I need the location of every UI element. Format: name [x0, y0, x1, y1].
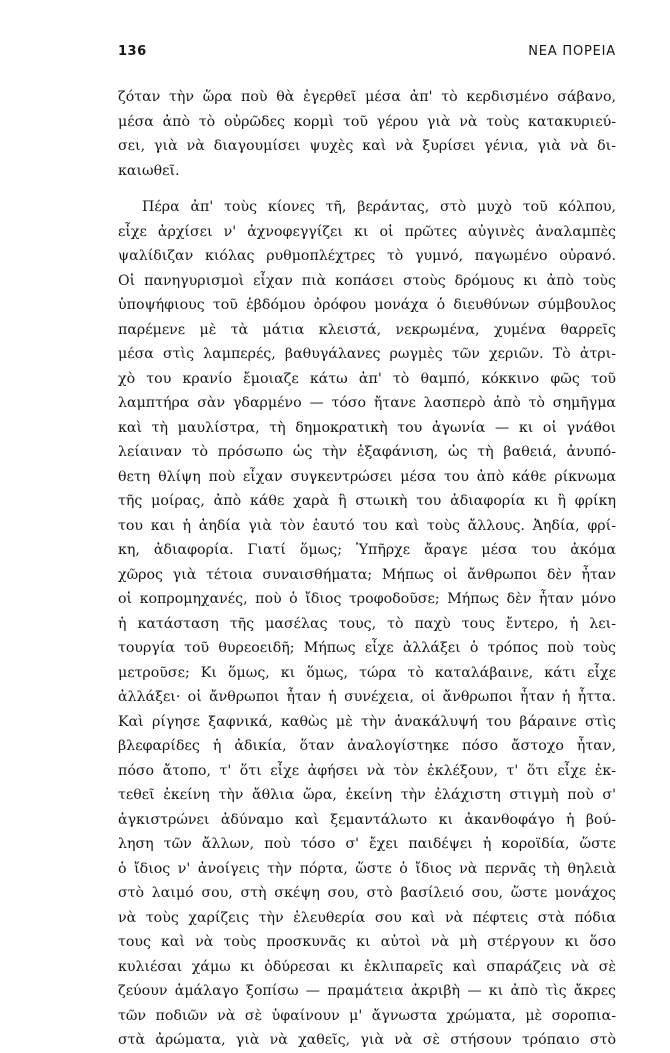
text-line: καιωθεῖ.	[118, 162, 180, 179]
paragraph-gap	[118, 183, 616, 195]
text-line: οἱ κοπρομηχανές, ποὺ ὁ ἴδιος τροφοδοῦσε; Μήπως δὲν ἦταν μόνο	[118, 591, 616, 607]
text-line: στὸ λαιμό σου, στὴ σκέψη σου, στὸ βασίλειό σου, ὥστε μονάχος	[118, 885, 616, 901]
text-line: χὸ του κρανίο ἔμοιαζε κάτω ἀπ' τὸ θαμπό, κόκκινο φῶς τοῦ	[118, 370, 616, 387]
paragraph-2	[118, 195, 616, 1053]
text-line: μέσα ἀπὸ τὸ οὐρῶδες κορμὶ τοῦ γέρου γιὰ νὰ τοὺς κατακυριεύ-	[118, 113, 616, 130]
body-text	[118, 85, 616, 1053]
text-line: τουργία τοῦ θυρεοειδῆ; Μήπως εἶχε ἀλλάξει ὁ τρόπος ποὺ τοὺς	[118, 640, 616, 656]
text-line: μέσα στὶς λαμπερές, βαθυγάλανες ρωγμὲς τῶν χεριῶν. Τὸ ἀτρι-	[118, 346, 616, 362]
text-line: εἶχε ἀρχίσει ν' ἀχνοφεγγίζει κι οἱ πρῶτες αὐγινὲς ἀναλαμπὲς	[118, 223, 616, 240]
text-line: Καὶ ρίγησε ξαφνικά, καθὼς μὲ τὴν ἀνακάλυψή του βάραινε στὶς	[118, 713, 616, 730]
text-line: τῶν ποδιῶν νὰ σὲ ὑφαίνουν μ' ἄγνωστα χρώματα, μὲ σοροπια-	[118, 1007, 616, 1024]
text-line: λαμπτήρα σὰν γδαρμένο — τόσο ἤτανε λασπερὸ ἀπὸ τὸ σημῆγμα	[118, 395, 616, 411]
text-line: του και ἡ ἀηδία γιὰ τὸν ἑαυτό του καὶ τοὺς ἄλλους. Ἀηδία, φρί-	[118, 517, 616, 534]
text-line: ὑποψήφιους τοῦ ἑβδόμου ὀρόφου μονάχα ὁ διευθύνων σύμβουλος	[118, 297, 616, 313]
text-line: τους καὶ νὰ τοὺς προσκυνᾶς κι αὐτοὶ νὰ μὴ στέργουν κι ὅσο	[118, 934, 616, 950]
text-line: θετη θλίψη ποὺ εἶχαν συγκεντρώσει μέσα του ἀπὸ κάθε ρίκνωμα	[118, 468, 616, 485]
text-line: Πέρα ἀπ' τοὺς κίονες τῆ, βεράντας, στὸ μυχὸ τοῦ κόλπου,	[142, 199, 616, 215]
page-number: 136	[118, 44, 147, 59]
page-header	[118, 44, 616, 66]
text-line: ζεύουν ἁμάλαγο ξοπίσω — πραμάτεια ἀκριβὴ — κι ἀπὸ τὶς ἄκρες	[118, 983, 616, 999]
text-line: τῆς μοίρας, ἀπὸ κάθε χαρὰ ἢ στωικὴ του ἀδιαφορία κι ἢ φρίκη	[118, 493, 616, 509]
text-line: ἡ κατάσταση τῆς μασέλας τους, τὸ παχὺ τους ἔντερο, ἡ λει-	[118, 615, 616, 632]
text-line: ζόταν τὴν ὥρα ποὺ θὰ ἐγερθεῖ μέσα ἀπ' τὸ κερδισμένο σάβανο,	[118, 89, 616, 105]
text-line: καὶ τὴ μαυλίστρα, τὴ δημοκρατικὴ του ἀγωνία — κι οἱ γνάθοι	[118, 419, 616, 436]
text-line: τεθεῖ ἐκείνη τὴν ἄθλια ὥρα, ἐκείνη τὴν ἐλάχιστη στιγμὴ ποὺ σ'	[118, 787, 616, 803]
text-line: μετροῦσε; Κι ὅμως, κι ὅμως, τώρα τὸ καταλάβαινε, κάτι εἶχε	[118, 664, 616, 681]
text-line: βλεφαρίδες ἡ ἀδικία, ὅταν ἀναλογίστηκε πόσο ἄστοχο ἦταν,	[118, 738, 616, 754]
text-line: σει, γιὰ νὰ διαγουμίσει ψυχὲς καὶ νὰ ξυρίσει γένια, γιὰ νὰ δι-	[118, 138, 616, 154]
text-line: παρέμενε μὲ τὰ μάτια κλειστά, νεκρωμένα, χυμένα θαρρεῖς	[118, 321, 616, 338]
text-line: νὰ τοὺς χαρίζεις τὴν ἐλευθερία σου καὶ νὰ πέφτεις στὰ πόδια	[118, 909, 616, 926]
text-line: ἀλλάξει· οἱ ἄνθρωποι ἦταν ἡ συνέχεια, οἱ ἄνθρωποι ἦταν ἡ ἧττα.	[118, 689, 616, 705]
paragraph-1	[118, 85, 616, 183]
text-line: Οἱ πανηγυρισμοὶ εἶχαν πιὰ κοπάσει στοὺς δρόμους κι ἀπὸ τοὺς	[118, 272, 616, 289]
text-line: πόσο ἄτοπο, τ' ὅτι εἶχε ἀφήσει νὰ τὸν ἐκλέξουν, τ' ὅτι εἶχε ἐκ-	[118, 762, 616, 779]
text-line: λείαιναν τὸ πρόσωπο ὡς τὴν ἐξαφάνιση, ὡς τὴ βαθειά, ἀνυπό-	[118, 444, 616, 460]
text-line: ψαλίδιζαν κιόλας ρυθμοπλέχτρες τὸ γυμνό, παγωμένο οὐρανό.	[118, 248, 616, 264]
text-line: στὰ ἀρώματα, γιὰ νὰ χαθεῖς, γιὰ νὰ σὲ στήσουν τρόπαιο στὸ	[118, 1032, 616, 1048]
text-line: ληση τῶν ἄλλων, ποὺ τόσο σ' ἔχει παιδέψει ἡ κοροϊδία, ὥστε	[118, 836, 616, 852]
text-line: κυλιέσαι χάμω κι ὀδύρεσαι κι ἐκλιπαρεῖς καὶ σπαράζεις νὰ σὲ	[118, 958, 616, 975]
text-line: ὁ ἴδιος ν' ἀνοίγεις τὴν πόρτα, ὥστε ὁ ἴδιος νὰ περνᾶς τὴ θηλειὰ	[118, 860, 616, 877]
text-line: χῶρος γιὰ τέτοια συναισθήματα; Μήπως οἱ ἄνθρωποι δὲν ἦταν	[118, 566, 616, 583]
text-line: κη, ἀδιαφορία. Γιατί ὅμως; Ὑπῆρχε ἄραγε μέσα του ἀκόμα	[118, 542, 616, 558]
text-line: ἀγκιστρώνει ἀδύναμο καὶ ξεμαντάλωτο κι ἀκανθοφάγο ἡ βού-	[118, 811, 616, 828]
running-title: ΝΕΑ ΠΟΡΕΙΑ	[528, 44, 616, 59]
